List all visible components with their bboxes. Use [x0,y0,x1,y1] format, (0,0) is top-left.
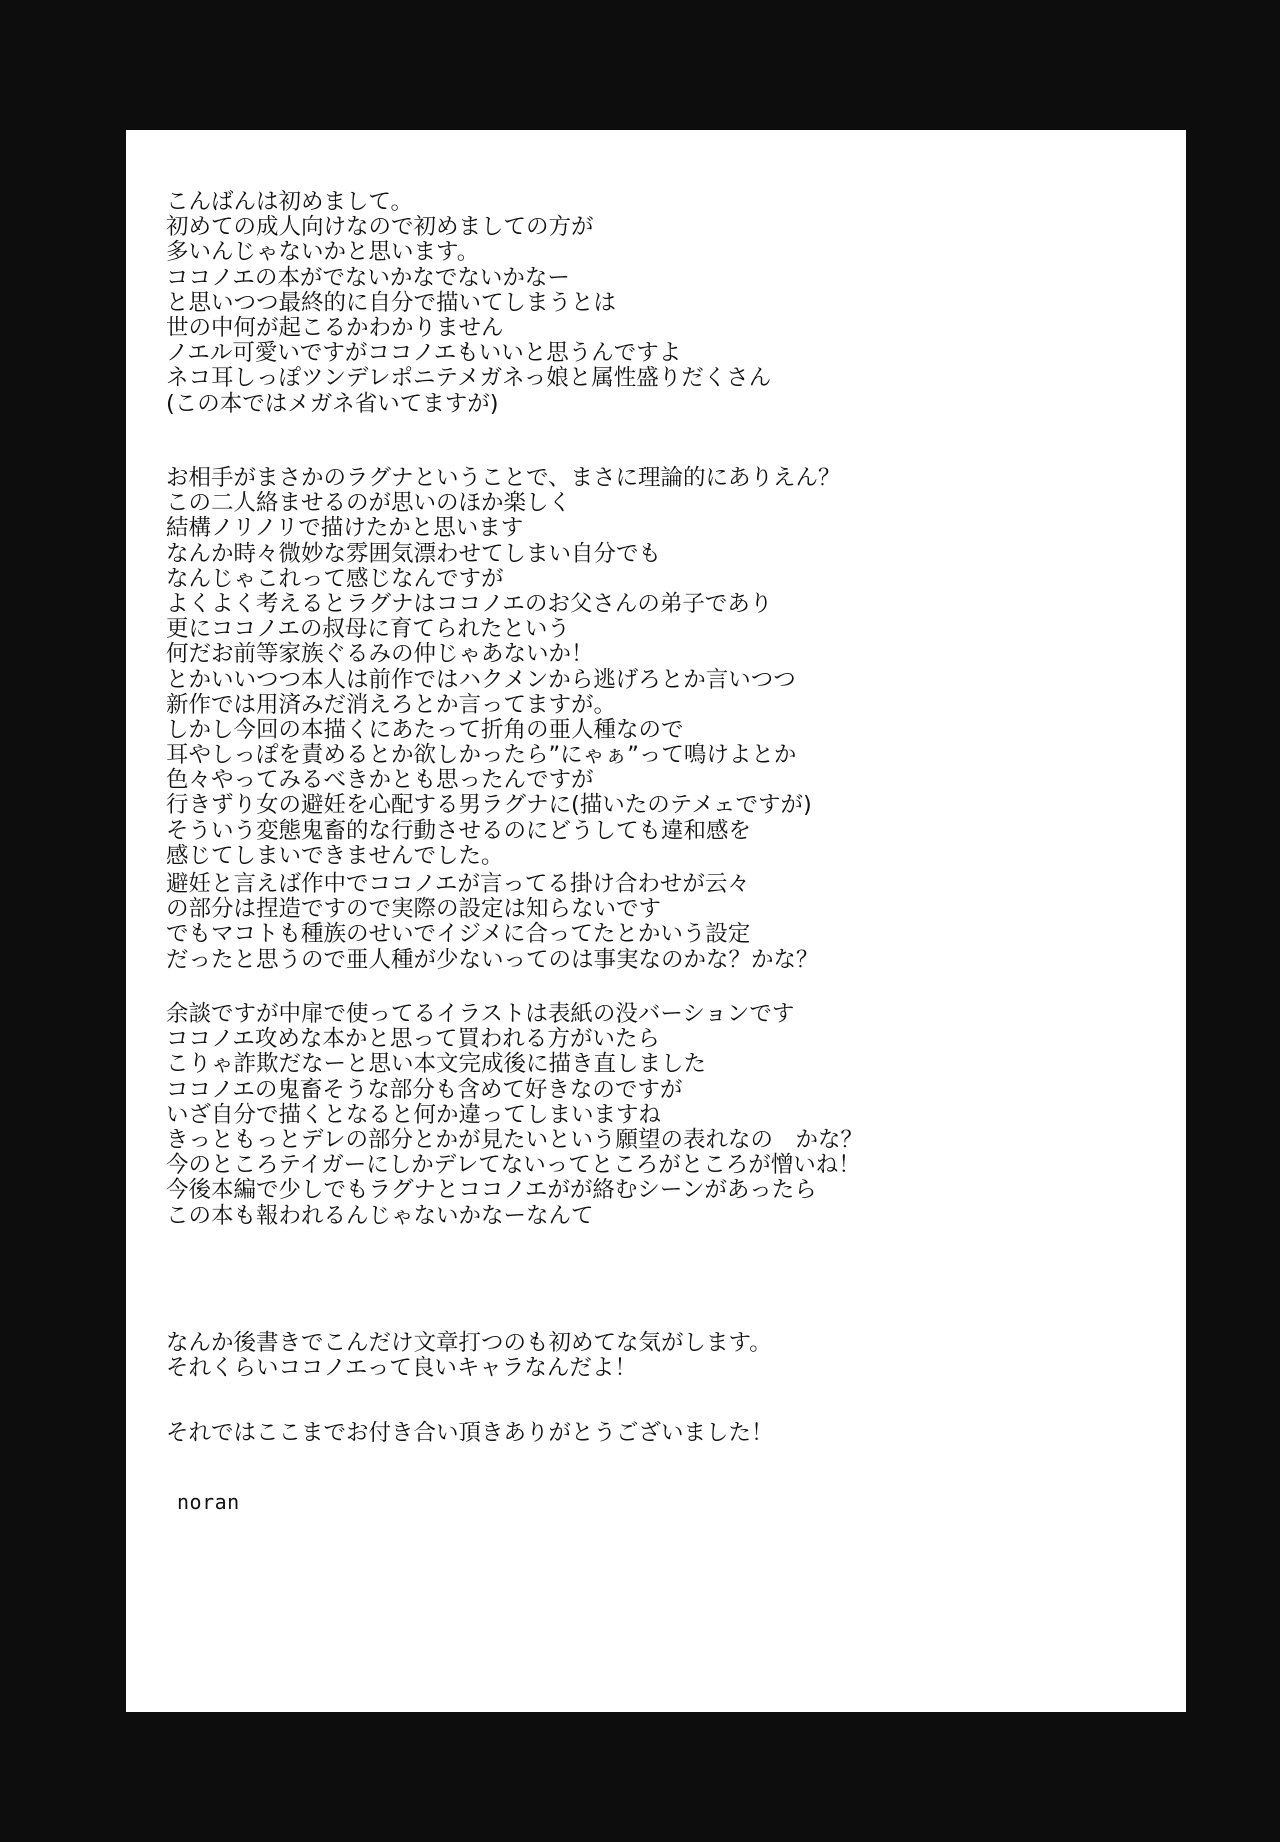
text-line: この本も報われるんじゃないかなーなんて [166,1202,594,1229]
text-line: こんばんは初めまして。 [166,189,414,215]
afterword-paragraph-3 [166,872,819,973]
text-line: なんか時々微妙な雰囲気漂わせてしまい自分でも [166,540,662,567]
text-line: の部分は捏造ですので実際の設定は知らないです [166,896,662,923]
afterword-paragraph-4 [166,1002,863,1229]
text-line: ネコ耳しっぽツンデレポニテメガネっ娘と属性盛りだくさん [166,365,772,392]
text-line: 更にココノエの叔母に育てられたという [166,616,570,643]
text-line: この二人絡ませるのが思いのほか楽しく [166,490,572,517]
afterword-paragraph-2 [166,466,841,869]
text-line: 初めての成人向けなので初めましての方が [166,214,594,241]
text-line: 何だお前等家族ぐるみの仲じゃあないか！ [166,641,594,668]
text-line: なんか後書きでこんだけ文章打つのも初めてな気がします。 [166,1330,772,1356]
text-line: とかいいつつ本人は前作ではハクメンから逃げろとか言いつつ [166,666,796,693]
text-line: それくらいココノエって良いキャラなんだよ！ [166,1355,637,1382]
text-line: きっともっとデレの部分とかが見たいという願望の表れなの かな？ [166,1126,864,1153]
text-line: 多いんじゃないかと思います。 [166,239,480,266]
text-line: 色々やってみるべきかとも思ったんですが [166,767,594,794]
afterword-paragraph-6 [166,1421,774,1446]
text-line: よくよく考えるとラグナはココノエのお父さんの弟子であり [166,590,773,617]
text-line: ノエル可愛いですがココノエもいいと思うんですよ [166,340,682,367]
text-line: と思いつつ最終的に自分で描いてしまうとは [166,289,617,316]
text-line: 結構ノリノリで描けたかと思います [166,515,524,542]
afterword-page [126,130,1186,1712]
text-line: ココノエ攻めな本かと思って買われる方がいたら [166,1026,660,1053]
afterword-paragraph-1 [166,190,771,417]
author-signature: noran [177,1490,240,1514]
text-line: 行きずり女の避妊を心配する男ラグナに(描いたのテメェですが) [166,792,812,819]
text-line: 感じてしまいできませんでした。 [166,842,504,869]
text-line: しかし今回の本描くにあたって折角の亜人種なので [166,716,684,743]
text-line: 世の中何が起こるかわかりません [166,314,504,341]
text-line: だったと思うので亜人種が少ないってのは事実なのかな？かな？ [166,946,819,973]
text-line: なんじゃこれって感じなんですが [166,565,504,592]
text-line: 今のところテイガーにしかデレてないってところがところが憎いね！ [166,1152,861,1179]
text-line: それではここまでお付き合い頂きありがとうございました！ [166,1420,774,1446]
text-line: でもマコトも種族のせいでイジメに合ってたとかいう設定 [166,921,751,948]
afterword-paragraph-5 [166,1331,772,1381]
text-line: こりゃ詐欺だなーと思い本文完成後に描き直しました [166,1051,707,1078]
text-line: いざ自分で描くとなると何か違ってしまいますね [166,1101,662,1128]
text-line: 耳やしっぽを責めるとか欲しかったら”にゃぁ”って鳴けよとか [166,742,797,769]
text-line: (この本ではメガネ省いてますが) [166,390,499,417]
text-line: 余談ですが中扉で使ってるイラストは表紙の没バーションです [166,1001,795,1027]
text-line: そういう変態鬼畜的な行動させるのにどうしても違和感を [166,817,752,844]
text-line: 避妊と言えば作中でココノエが言ってる掛け合わせが云々 [166,871,750,897]
text-line: ココノエの鬼畜そうな部分も含めて好きなのですが [166,1076,683,1103]
text-line: お相手がまさかのラグナということで、まさに理論的にありえん？ [166,465,841,491]
text-line: 新作では用済みだ消えろとか言ってますが。 [166,691,617,718]
text-line: ココノエの本がでないかなでないかなー [166,264,570,291]
text-line: 今後本編で少しでもラグナとココノエがが絡むシーンがあったら [166,1177,817,1204]
